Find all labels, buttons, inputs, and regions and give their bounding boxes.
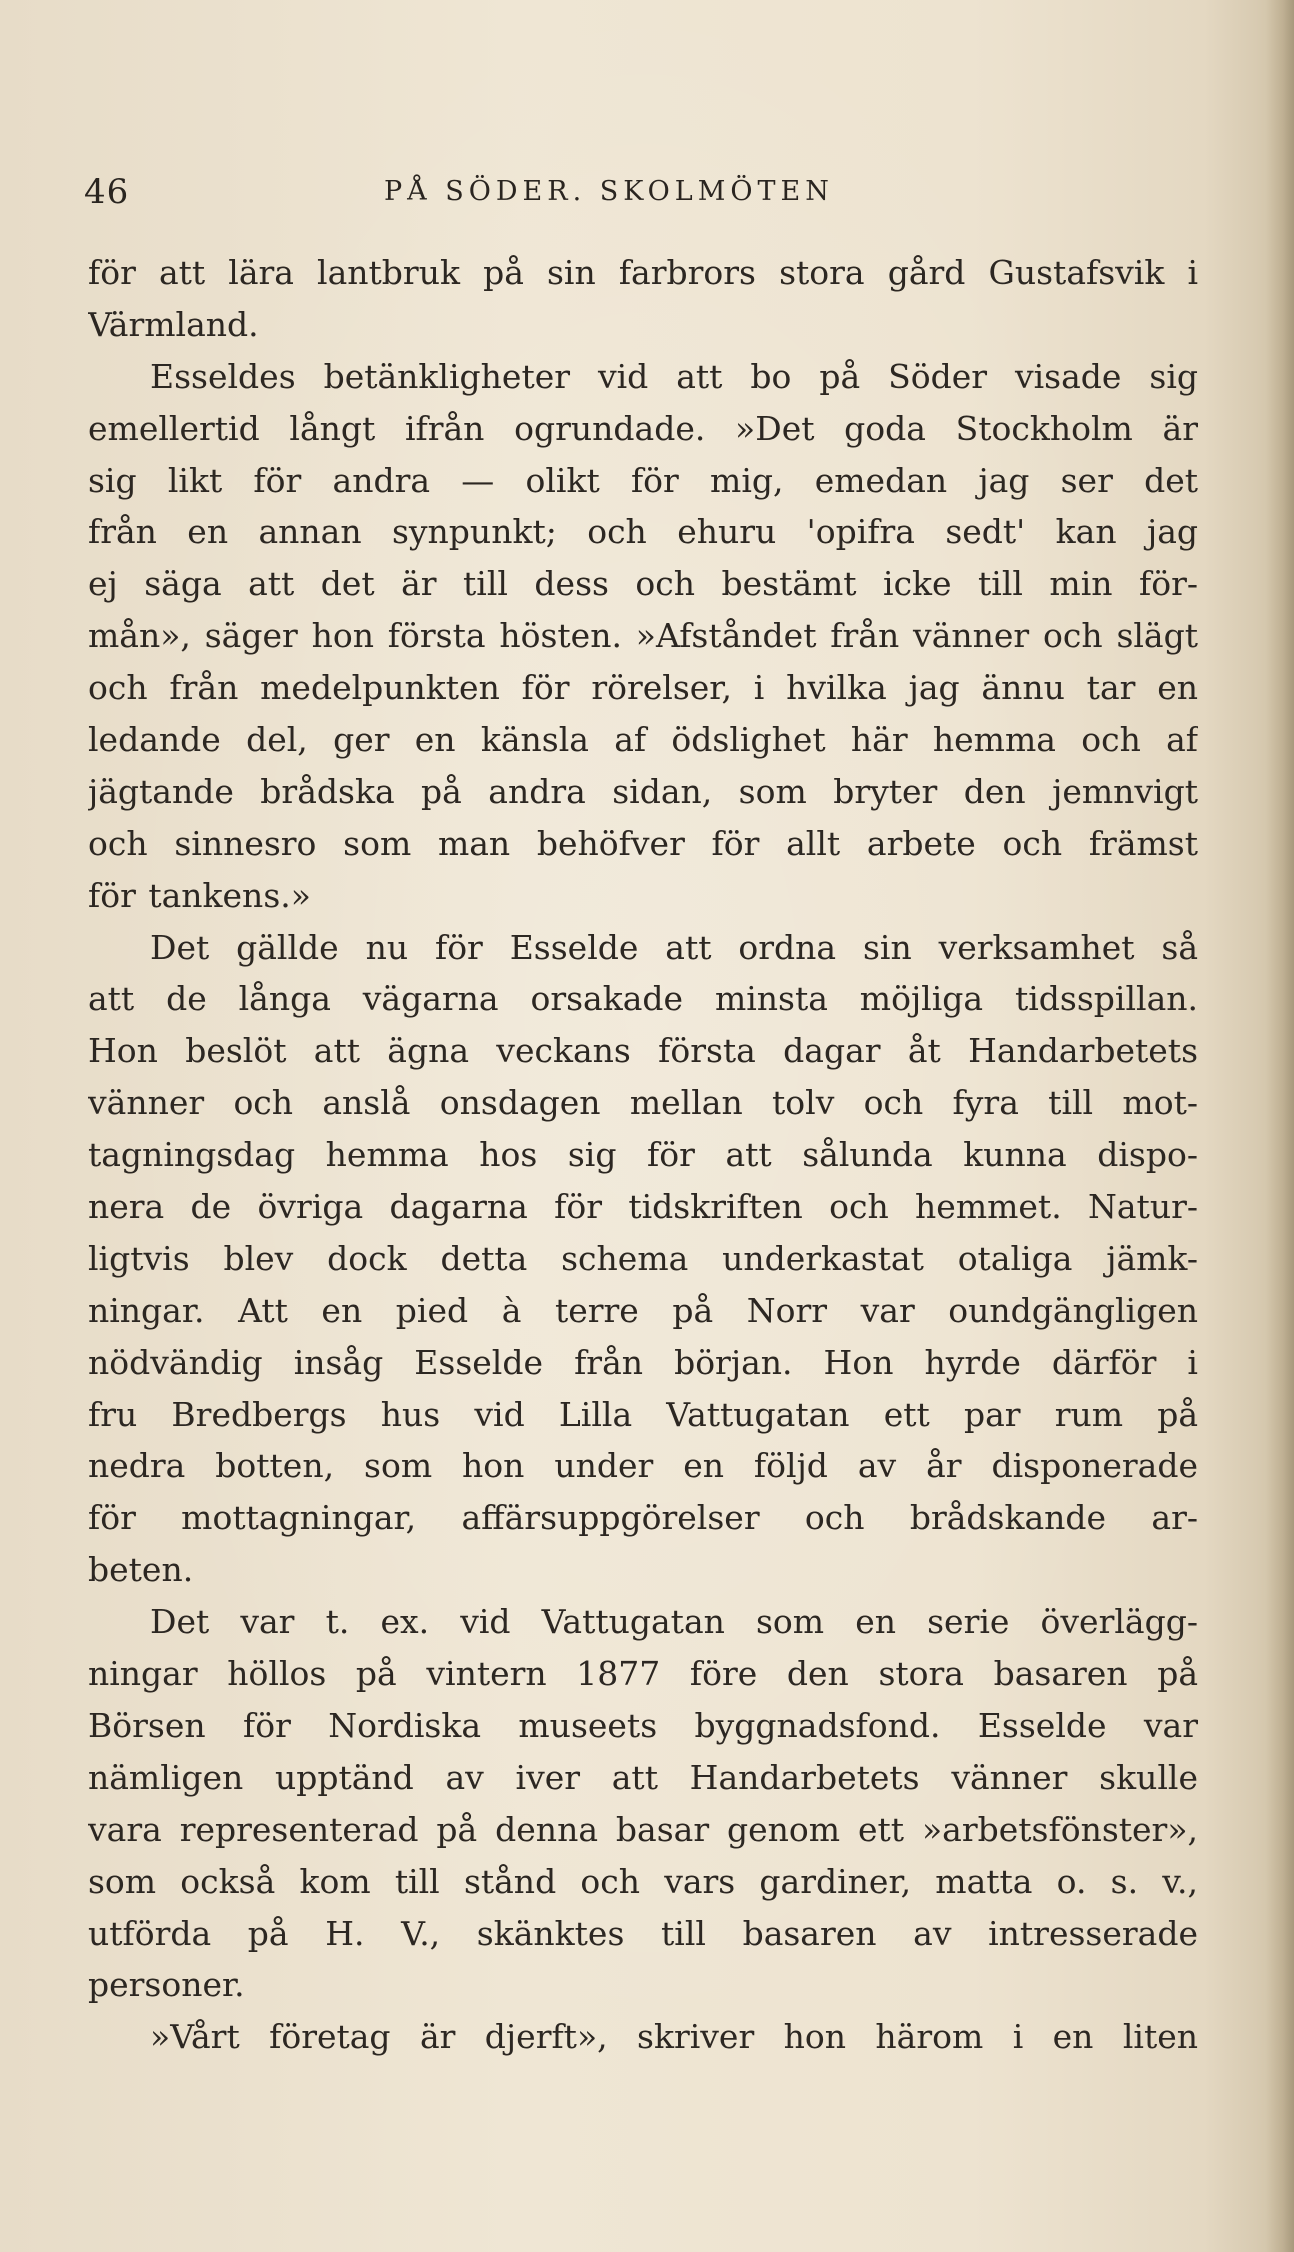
text-line: fru Bredbergs hus vid Lilla Vattugatan ett par rum på [88, 1394, 1198, 1434]
text-line: för mottagningar, affärsuppgörelser och brådskande ar- [88, 1498, 1198, 1538]
page-edge-shadow [1266, 0, 1294, 2252]
text-line: ej säga att det är till dess och bestämt icke till min för- [88, 564, 1198, 604]
text-line: Esseldes betänkligheter vid att bo på Söder visade sig [150, 356, 1198, 396]
text-line: ningar. Att en pied à terre på Norr var oundgängligen [88, 1290, 1198, 1330]
text-line: Börsen för Nordiska museets byggnadsfond. Esselde var [88, 1705, 1198, 1745]
text-line: emellertid långt ifrån ogrundade. »Det goda Stockholm är [88, 408, 1198, 448]
text-line: nämligen upptänd av iver att Handarbetets vänner skulle [88, 1757, 1198, 1797]
text-line: tagningsdag hemma hos sig för att sålunda kunna dispo- [88, 1135, 1198, 1175]
text-line: utförda på H. V., skänktes till basaren av intresserade [88, 1913, 1198, 1953]
text-line: sig likt för andra — olikt för mig, emedan jag ser det [88, 460, 1198, 500]
text-line: vara representerad på denna basar genom ett »arbetsfönster», [88, 1809, 1198, 1849]
text-line: att de långa vägarna orsakade minsta möjliga tidsspillan. [88, 979, 1198, 1019]
text-line: »Vårt företag är djerft», skriver hon härom i en liten [150, 2017, 1198, 2057]
text-line: som också kom till stånd och vars gardiner, matta o. s. v., [88, 1861, 1198, 1901]
text-line: för tankens.» [88, 875, 311, 915]
text-line: nödvändig insåg Esselde från början. Hon hyrde därför i [88, 1342, 1198, 1382]
body-text [88, 247, 1198, 2063]
text-line: ledande del, ger en känsla af ödslighet här hemma och af [88, 720, 1198, 760]
text-line: Det var t. ex. vid Vattugatan som en serie överlägg- [150, 1602, 1198, 1642]
text-line: Det gällde nu för Esselde att ordna sin verksamhet så [150, 927, 1198, 967]
text-line: nedra botten, som hon under en följd av år disponerade [88, 1446, 1198, 1486]
text-line: beten. [88, 1550, 194, 1590]
page-header [84, 172, 1194, 222]
text-line: vänner och anslå onsdagen mellan tolv och fyra till mot- [88, 1083, 1198, 1123]
text-line: mån», säger hon första hösten. »Afståndet från vänner och slägt [88, 616, 1198, 656]
text-line: nera de övriga dagarna för tidskriften och hemmet. Natur- [88, 1187, 1198, 1227]
text-line: ningar höllos på vintern 1877 före den stora basaren på [88, 1654, 1198, 1694]
text-line: personer. [88, 1965, 245, 2005]
running-head: PÅ SÖDER. SKOLMÖTEN [384, 176, 834, 207]
text-line: och sinnesro som man behöfver för allt arbete och främst [88, 823, 1198, 863]
text-line: och från medelpunkten för rörelser, i hvilka jag ännu tar en [88, 668, 1198, 708]
text-line: Värmland. [88, 304, 259, 344]
text-line: jägtande brådska på andra sidan, som bryter den jemnvigt [88, 771, 1198, 811]
text-line: ligtvis blev dock detta schema underkastat otaliga jämk- [88, 1238, 1198, 1278]
text-line: Hon beslöt att ägna veckans första dagar åt Handarbetets [88, 1031, 1198, 1071]
page-number: 46 [84, 172, 130, 212]
text-line: för att lära lantbruk på sin farbrors stora gård Gustafsvik i [88, 253, 1198, 292]
text-line: från en annan synpunkt; och ehuru 'opifra sedt' kan jag [88, 512, 1198, 552]
